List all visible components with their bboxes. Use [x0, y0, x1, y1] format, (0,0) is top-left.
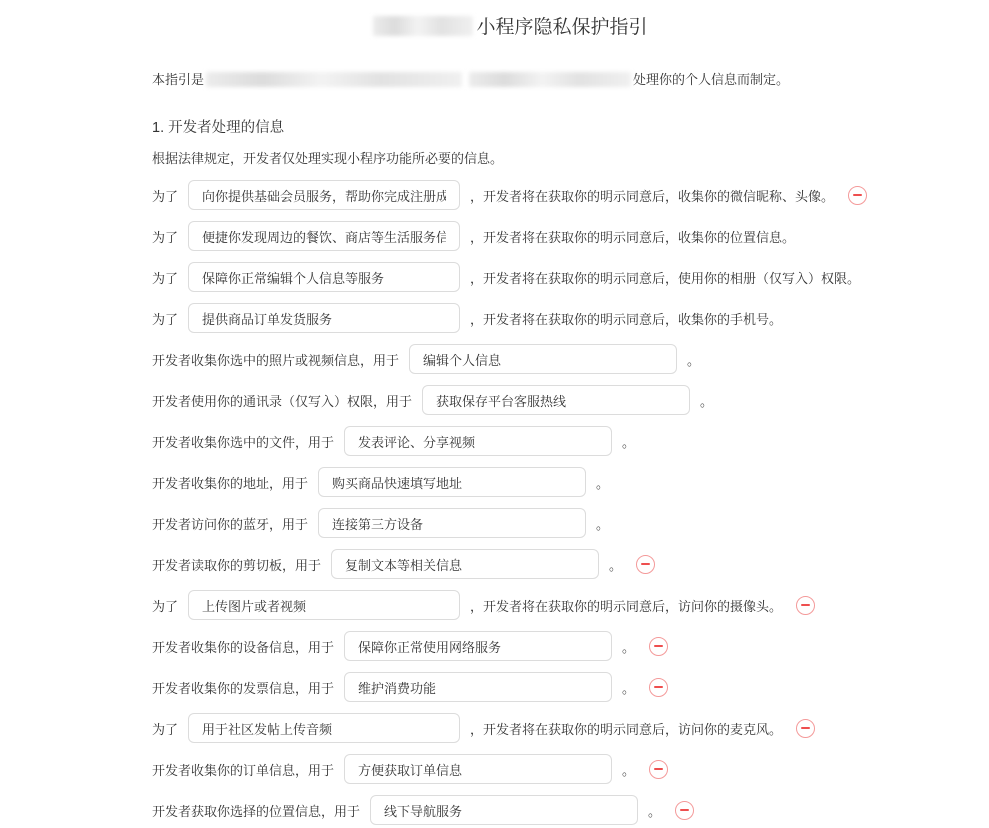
purpose-input[interactable]: [422, 385, 690, 415]
info-row: [152, 508, 869, 538]
info-row: [152, 303, 869, 333]
minus-icon: [801, 604, 810, 607]
row-suffix-label: ，开发者将在获取你的明示同意后，访问你的麦克风。: [470, 721, 783, 737]
info-row: [152, 385, 869, 415]
row-suffix-label: ，开发者将在获取你的明示同意后，收集你的手机号。: [470, 311, 783, 327]
purpose-input[interactable]: [188, 590, 460, 620]
info-row: [152, 672, 869, 702]
purpose-input[interactable]: [344, 672, 612, 702]
info-row: [152, 549, 869, 579]
purpose-input[interactable]: [188, 221, 460, 251]
redacted-intro-blur-1: [206, 72, 462, 87]
purpose-input[interactable]: [318, 508, 586, 538]
purpose-input[interactable]: [188, 180, 460, 210]
info-row: [152, 713, 869, 743]
row-suffix-label: 。: [687, 352, 701, 368]
row-prefix-label: 开发者收集你选中的照片或视频信息，用于: [152, 352, 400, 368]
purpose-input[interactable]: [344, 631, 612, 661]
remove-row-button[interactable]: [796, 596, 815, 615]
row-suffix-label: 。: [700, 393, 714, 409]
row-prefix-label: 为了: [152, 598, 179, 614]
purpose-input[interactable]: [318, 467, 586, 497]
intro-prefix-text: 本指引是: [152, 72, 205, 87]
purpose-input[interactable]: [409, 344, 677, 374]
row-prefix-label: 开发者收集你的订单信息，用于: [152, 762, 335, 778]
row-suffix-label: ，开发者将在获取你的明示同意后，收集你的位置信息。: [470, 229, 796, 245]
purpose-input[interactable]: [188, 713, 460, 743]
purpose-input[interactable]: [188, 303, 460, 333]
remove-row-button[interactable]: [796, 719, 815, 738]
info-row: [152, 467, 869, 497]
row-prefix-label: 开发者收集你选中的文件，用于: [152, 434, 335, 450]
intro-suffix-text: 处理你的个人信息而制定。: [633, 72, 790, 87]
row-suffix-label: 。: [622, 680, 636, 696]
remove-row-button[interactable]: [649, 760, 668, 779]
redacted-intro-blur-2: [469, 72, 631, 87]
purpose-input[interactable]: [370, 795, 638, 825]
row-suffix-label: ，开发者将在获取你的明示同意后，使用你的相册（仅写入）权限。: [470, 270, 861, 286]
minus-icon: [654, 686, 663, 689]
row-prefix-label: 为了: [152, 311, 179, 327]
section-note: 根据法律规定，开发者仅处理实现小程序功能所必要的信息。: [152, 151, 504, 166]
row-prefix-label: 开发者收集你的设备信息，用于: [152, 639, 335, 655]
row-prefix-label: 开发者收集你的地址，用于: [152, 475, 309, 491]
row-prefix-label: 开发者收集你的发票信息，用于: [152, 680, 335, 696]
info-row: [152, 590, 869, 620]
row-prefix-label: 为了: [152, 721, 179, 737]
purpose-input[interactable]: [344, 754, 612, 784]
redacted-app-name-blur: [373, 16, 473, 36]
row-suffix-label: 。: [622, 762, 636, 778]
purpose-input[interactable]: [344, 426, 612, 456]
minus-icon: [654, 645, 663, 648]
minus-icon: [680, 809, 689, 812]
info-row: [152, 221, 869, 251]
info-row: [152, 631, 869, 661]
minus-icon: [641, 563, 650, 566]
row-prefix-label: 为了: [152, 188, 179, 204]
row-prefix-label: 开发者获取你选择的位置信息，用于: [152, 803, 361, 819]
remove-row-button[interactable]: [649, 637, 668, 656]
page-title-text: 小程序隐私保护指引: [476, 17, 648, 38]
info-row: [152, 344, 869, 374]
row-prefix-label: 开发者读取你的剪切板，用于: [152, 557, 322, 573]
minus-icon: [654, 768, 663, 771]
intro-paragraph: [152, 71, 869, 89]
row-suffix-label: 。: [622, 434, 636, 450]
minus-icon: [853, 194, 862, 197]
privacy-rows: [152, 180, 869, 825]
info-row: [152, 180, 869, 210]
row-prefix-label: 为了: [152, 270, 179, 286]
row-prefix-label: 开发者使用你的通讯录（仅写入）权限，用于: [152, 393, 413, 409]
info-row: [152, 262, 869, 292]
row-suffix-label: 。: [609, 557, 623, 573]
row-suffix-label: ，开发者将在获取你的明示同意后，收集你的微信昵称、头像。: [470, 188, 835, 204]
row-suffix-label: 。: [648, 803, 662, 819]
info-row: [152, 795, 869, 825]
remove-row-button[interactable]: [848, 186, 867, 205]
minus-icon: [801, 727, 810, 730]
row-suffix-label: ，开发者将在获取你的明示同意后，访问你的摄像头。: [470, 598, 783, 614]
remove-row-button[interactable]: [636, 555, 655, 574]
purpose-input[interactable]: [188, 262, 460, 292]
page-title: [152, 14, 869, 42]
info-row: [152, 426, 869, 456]
row-suffix-label: 。: [596, 475, 610, 491]
purpose-input[interactable]: [331, 549, 599, 579]
remove-row-button[interactable]: [675, 801, 694, 820]
remove-row-button[interactable]: [649, 678, 668, 697]
info-row: [152, 754, 869, 784]
row-suffix-label: 。: [622, 639, 636, 655]
row-suffix-label: 。: [596, 516, 610, 532]
section-heading: 1. 开发者处理的信息: [152, 120, 285, 136]
row-prefix-label: 开发者访问你的蓝牙，用于: [152, 516, 309, 532]
row-prefix-label: 为了: [152, 229, 179, 245]
